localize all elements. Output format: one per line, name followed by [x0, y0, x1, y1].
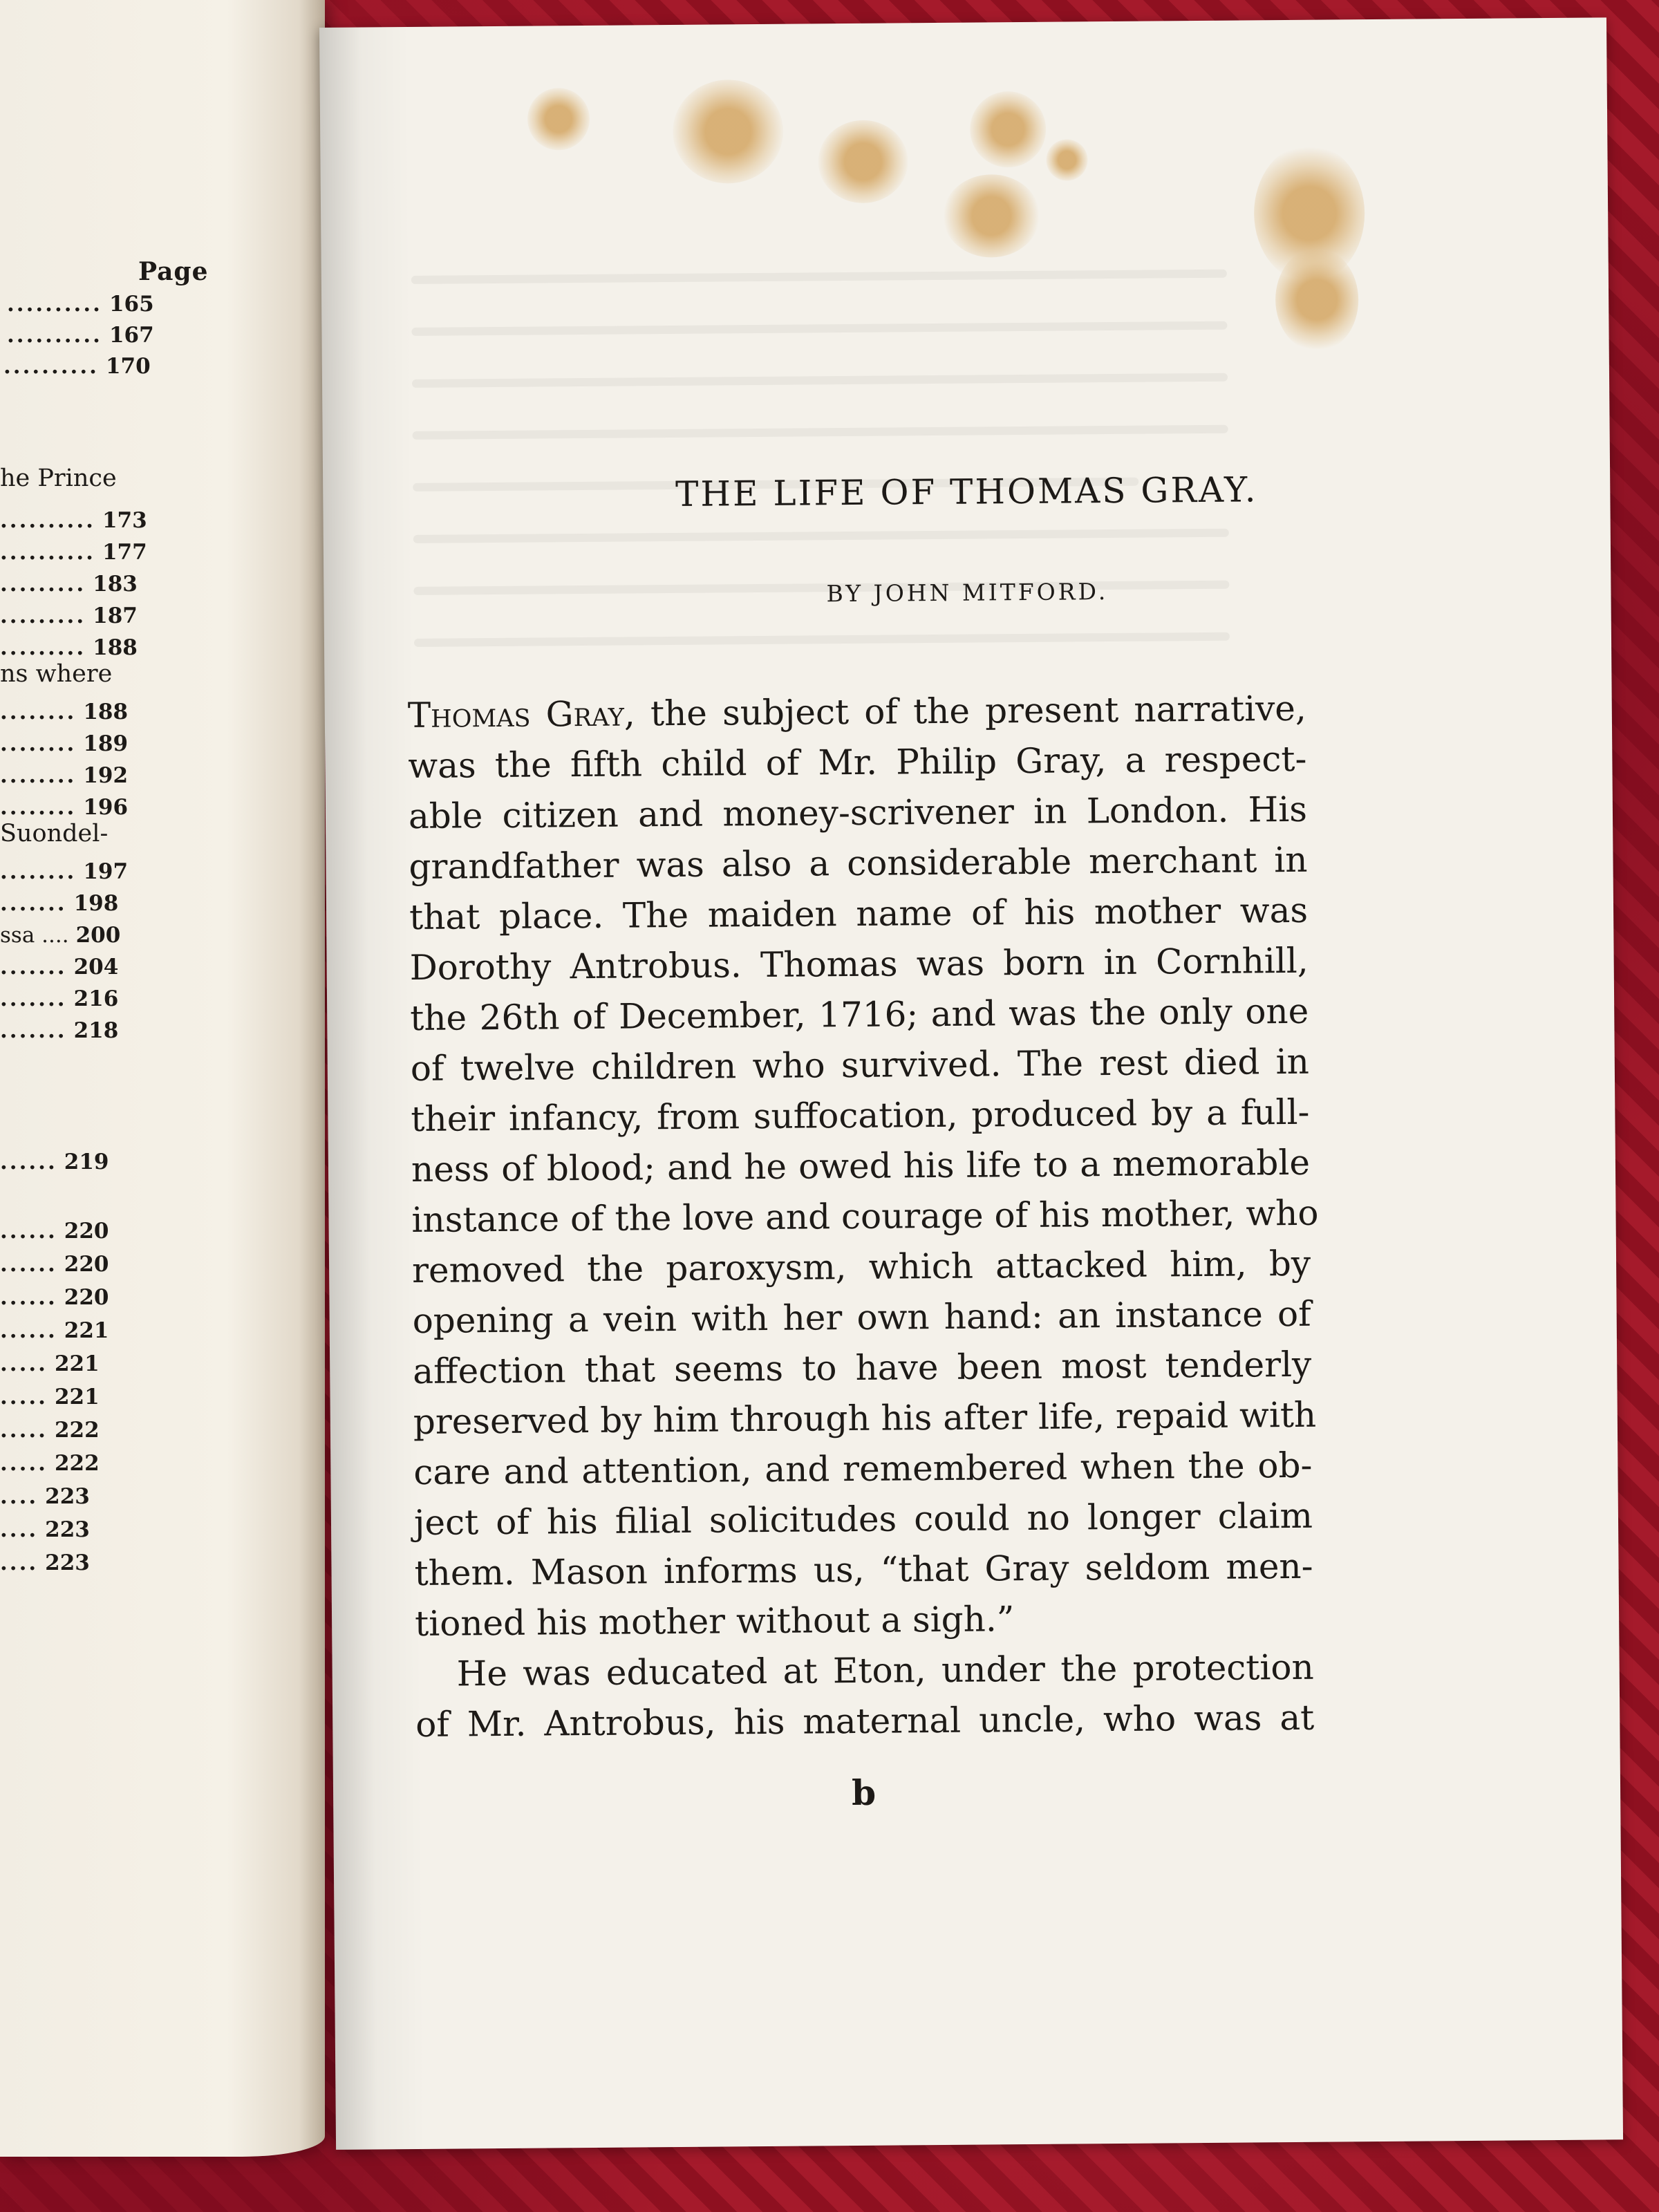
toc-page-number: 197 [83, 859, 129, 884]
text-line: removed the paroxysm, which attacked him, by [411, 1243, 1311, 1291]
toc-page-number: 188 [93, 635, 138, 660]
toc-row: ...... 220 [0, 1219, 109, 1244]
toc-row: ....... 204 [0, 955, 119, 980]
toc-page-number: 220 [64, 1252, 109, 1277]
toc-page-number: 189 [83, 731, 129, 756]
text-line: their infancy, from suffocation, produced by a full- [411, 1091, 1310, 1140]
text-line: affection that seems to have been most tenderly [413, 1344, 1312, 1391]
toc-row: ........ 192 [0, 763, 129, 788]
toc-page-number: 222 [54, 1451, 100, 1476]
text-line: instance of the love and courage of his mother, who [411, 1192, 1319, 1241]
right-page [319, 17, 1623, 2150]
text-line: opening a vein with her own hand: an instance of [412, 1293, 1311, 1341]
foxing-stain [527, 88, 590, 151]
text-line: preserved by him through his after life, repaid with [413, 1394, 1317, 1442]
toc-entry-fragment: ssa .... [0, 923, 69, 948]
toc-row: ......... 188 [0, 635, 138, 660]
toc-row: ......... 183 [0, 572, 138, 597]
toc-page-number: 167 [109, 323, 154, 348]
toc-row: .......... 173 [0, 508, 147, 533]
toc-page-number: 221 [54, 1351, 100, 1376]
toc-row: ........ 189 [0, 731, 129, 756]
text-line: He was educated at Eton, under the protection [456, 1647, 1314, 1694]
toc-row: ....... 218 [0, 1018, 119, 1043]
toc-row: .... 223 [0, 1484, 90, 1509]
toc-page-number: 220 [64, 1285, 109, 1310]
toc-row: ....... 198 [0, 891, 119, 916]
toc-row: ....... 216 [0, 986, 119, 1011]
toc-page-number: 220 [64, 1219, 109, 1244]
toc-row: ..... 222 [0, 1451, 100, 1476]
toc-row: .......... 167 [7, 323, 154, 348]
toc-row: ...... 220 [0, 1285, 109, 1310]
text-line: was the fifth child of Mr. Philip Gray, a respect- [408, 738, 1307, 787]
toc-page-number: 170 [105, 354, 151, 379]
text-line: care and attention, and remembered when the ob- [413, 1445, 1313, 1492]
toc-row: ..... 221 [0, 1385, 100, 1409]
text-line: grandfather was also a considerable merchant in [409, 839, 1308, 888]
toc-page-number: 223 [45, 1517, 90, 1542]
toc-page-number: 223 [45, 1550, 90, 1575]
show-through-text [414, 632, 1230, 647]
show-through-text [413, 425, 1228, 440]
toc-entry-fragment: Suondel- [0, 820, 109, 847]
foxing-stain [943, 174, 1040, 258]
text-line: Dorothy Antrobus. Thomas was born in Cornhill, [409, 940, 1309, 988]
opening-name: Thomas Gray [407, 693, 625, 736]
toc-row: .... 223 [0, 1517, 90, 1542]
toc-row: .......... 165 [7, 292, 154, 317]
text-line: of twelve children who survived. The rest died in [410, 1041, 1310, 1089]
toc-page-number: 223 [45, 1484, 90, 1509]
toc-page-number: 218 [73, 1018, 119, 1043]
foxing-stain [818, 120, 908, 203]
foxing-stain [1275, 247, 1359, 352]
text-line: able citizen and money-scrivener in London. His [408, 789, 1308, 837]
toc-page-number: 188 [83, 700, 129, 724]
toc-page-number: 219 [64, 1150, 109, 1174]
toc-row: ...... 220 [0, 1252, 109, 1277]
toc-page-number: 192 [83, 763, 129, 788]
toc-page-number: 222 [54, 1418, 100, 1443]
text-line: ject of his filial solicitudes could no longer claim [413, 1495, 1313, 1543]
text-line: that place. The maiden name of his mother was [409, 890, 1309, 938]
show-through-text [411, 321, 1227, 336]
toc-row: ........ 188 [0, 700, 129, 724]
toc-page-number: 165 [109, 292, 154, 317]
toc-page-number: 204 [73, 955, 119, 980]
toc-page-number: 173 [102, 508, 147, 533]
toc-entry-fragment: he Prince [0, 465, 117, 492]
text-line: them. Mason informs us, “that Gray seldom men- [414, 1546, 1313, 1593]
toc-page-number: 198 [73, 891, 119, 916]
toc-page-number: 221 [54, 1385, 100, 1409]
toc-row: ..... 221 [0, 1351, 100, 1376]
toc-row: ...... 221 [0, 1318, 109, 1343]
toc-row: ...... 219 [0, 1150, 109, 1174]
text-line: the 26th of December, 1716; and was the only one [410, 991, 1309, 1039]
text-line-content: , the subject of the present narrative, [624, 688, 1307, 734]
body-text [407, 684, 1319, 1750]
show-through-text [412, 373, 1228, 388]
toc-page-number: 221 [64, 1318, 109, 1343]
text-line: of Mr. Antrobus, his maternal uncle, who was at [415, 1697, 1315, 1745]
toc-row: ..... 222 [0, 1418, 100, 1443]
signature-mark: b [851, 1772, 877, 1814]
toc-row: .......... 177 [0, 540, 147, 565]
toc-page-number: 177 [102, 540, 147, 565]
toc-page-number: 200 [75, 923, 121, 948]
toc-page-heading: Page [138, 257, 209, 286]
toc-row: ........ 197 [0, 859, 129, 884]
toc-row: ......... 187 [0, 603, 138, 628]
show-through-text [413, 529, 1229, 543]
foxing-stain [673, 79, 784, 184]
toc-row: ........ 196 [0, 795, 129, 820]
toc-row: .......... 170 [3, 354, 151, 379]
text-line [408, 684, 1307, 741]
toc-entry-fragment: ns where [0, 660, 113, 688]
show-through-text [411, 270, 1227, 284]
page-title: THE LIFE OF THOMAS GRAY. [675, 469, 1258, 514]
toc-page-number: 187 [93, 603, 138, 628]
foxing-stain [970, 91, 1047, 168]
foxing-stain [1046, 139, 1087, 180]
toc-page-number: 183 [93, 572, 138, 597]
author-byline: BY JOHN MITFORD. [826, 578, 1109, 608]
toc-page-number: 196 [83, 795, 129, 820]
text-line: tioned his mother without a sigh.” [414, 1599, 1015, 1644]
toc-row [0, 925, 120, 946]
left-page-contents [0, 0, 325, 2157]
toc-page-number: 216 [73, 986, 119, 1011]
toc-row: .... 223 [0, 1550, 90, 1575]
text-line: ness of blood; and he owed his life to a memorable [411, 1142, 1311, 1190]
